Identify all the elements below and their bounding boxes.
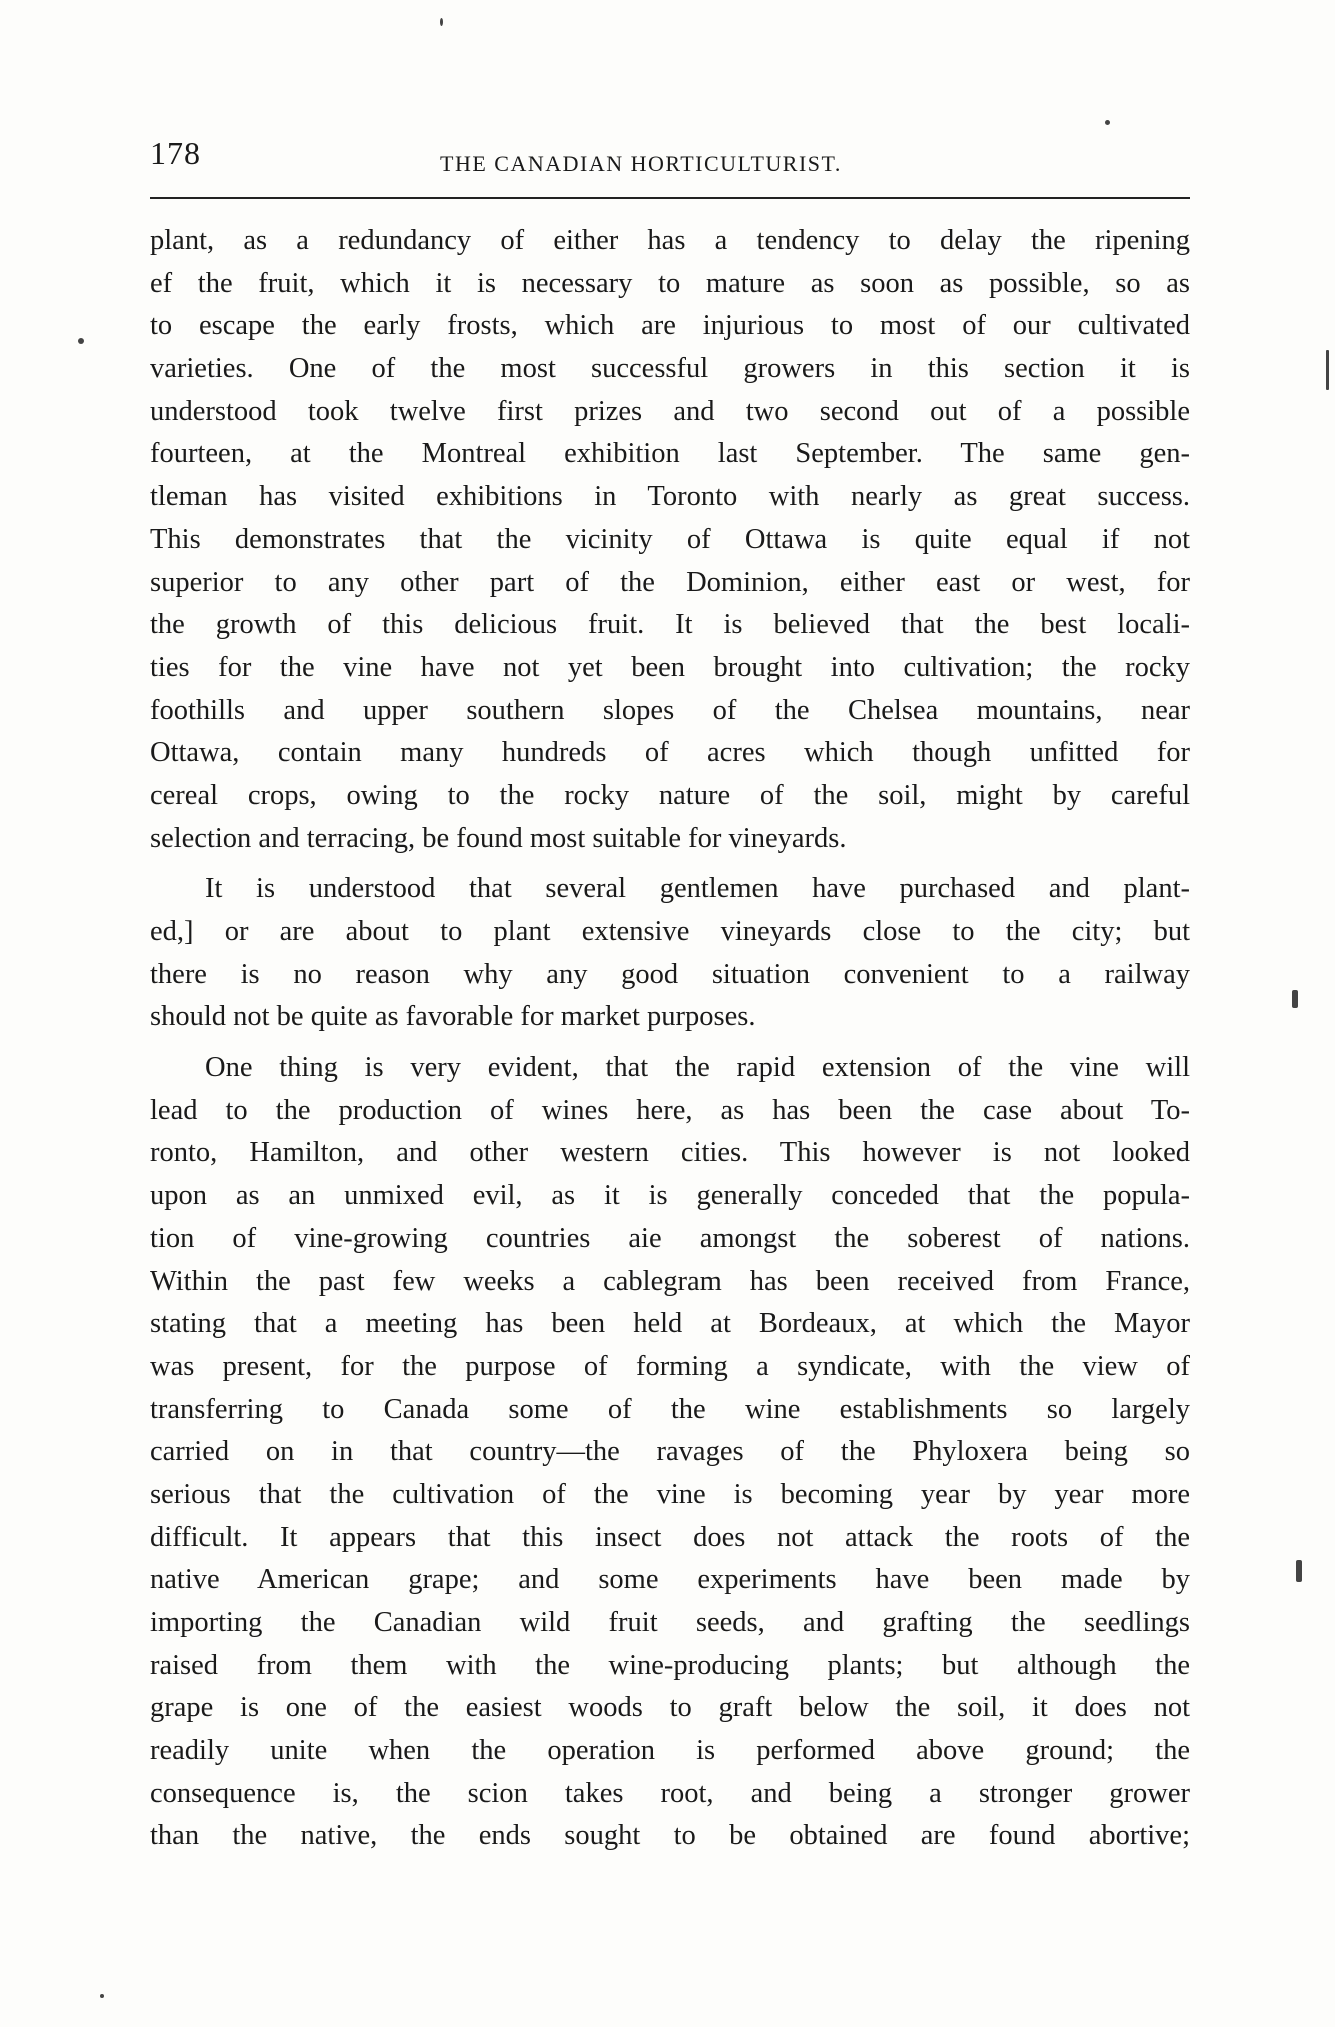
- paragraph: [150, 868, 1190, 1039]
- text-line: ronto, Hamilton, and other western cities. This however is not looked: [150, 1137, 1190, 1169]
- text-line: Ottawa, contain many hundreds of acres which though unfitted for: [150, 737, 1190, 769]
- text-line: upon as an unmixed evil, as it is generally conceded that the popula-: [150, 1180, 1190, 1212]
- text-line: ties for the vine have not yet been brought into cultivation; the rocky: [150, 651, 1190, 683]
- text-line: understood took twelve first prizes and two second out of a possible: [150, 395, 1190, 427]
- text-line: plant, as a redundancy of either has a tendency to delay the ripening: [150, 225, 1190, 256]
- text-line: serious that the cultivation of the vine is becoming year by year more: [150, 1478, 1190, 1510]
- text-line: stating that a meeting has been held at Bordeaux, at which the Mayor: [150, 1308, 1190, 1340]
- text-line: grape is one of the easiest woods to graft below the soil, it does not: [150, 1692, 1190, 1724]
- header-rule: [150, 197, 1190, 199]
- text-line: One thing is very evident, that the rapid extension of the vine will: [205, 1052, 1190, 1084]
- text-line: tion of vine-growing countries aie amongst the soberest of nations.: [150, 1222, 1190, 1254]
- text-line: was present, for the purpose of forming a syndicate, with the view of: [150, 1350, 1190, 1382]
- text-line: cereal crops, owing to the rocky nature of the soil, might by careful: [150, 779, 1190, 811]
- scan-speck: [1326, 350, 1329, 390]
- text-line: raised from them with the wine-producing plants; but although the: [150, 1649, 1190, 1681]
- text-line: than the native, the ends sought to be obtained are found abortive;: [150, 1820, 1190, 1852]
- text-line: transferring to Canada some of the wine establishments so largely: [150, 1393, 1190, 1425]
- text-line: native American grape; and some experiments have been made by: [150, 1564, 1190, 1596]
- text-line: ef the fruit, which it is necessary to mature as soon as possible, so as: [150, 267, 1190, 299]
- scan-speck: [440, 18, 443, 26]
- text-line: there is no reason why any good situation convenient to a railway: [150, 958, 1190, 990]
- body-text: [150, 220, 1190, 1866]
- text-line: difficult. It appears that this insect does not attack the roots of the: [150, 1521, 1190, 1553]
- text-line: superior to any other part of the Dominion, either east or west, for: [150, 566, 1190, 598]
- text-line: foothills and upper southern slopes of the Chelsea mountains, near: [150, 694, 1190, 726]
- text-line: importing the Canadian wild fruit seeds, and grafting the seedlings: [150, 1607, 1190, 1638]
- scan-speck: [1105, 120, 1110, 125]
- text-line: ed,] or are about to plant extensive vineyards close to the city; but: [150, 916, 1190, 947]
- scan-speck: [100, 1994, 104, 1998]
- scan-speck: [1292, 990, 1298, 1008]
- text-line: should not be quite as favorable for market purposes.: [150, 1001, 756, 1033]
- text-line: It is understood that several gentlemen have purchased and plant-: [205, 873, 1190, 905]
- page-number: 178: [150, 135, 201, 171]
- page-header: [150, 135, 1190, 175]
- text-line: carried on in that country—the ravages of the Phyloxera being so: [150, 1436, 1190, 1468]
- text-line: tleman has visited exhibitions in Toronto with nearly as great success.: [150, 481, 1190, 513]
- text-line: Within the past few weeks a cablegram has been received from France,: [150, 1265, 1190, 1297]
- text-line: the growth of this delicious fruit. It is believed that the best locali-: [150, 609, 1190, 641]
- paragraph: [150, 1047, 1190, 1858]
- text-line: varieties. One of the most successful growers in this section it is: [150, 353, 1190, 385]
- scan-speck: [78, 338, 84, 344]
- paragraph: [150, 220, 1190, 860]
- text-line: lead to the production of wines here, as has been the case about To-: [150, 1094, 1190, 1126]
- text-line: fourteen, at the Montreal exhibition last September. The same gen-: [150, 438, 1190, 470]
- text-line: consequence is, the scion takes root, and being a stronger grower: [150, 1777, 1190, 1809]
- text-line: selection and terracing, be found most suitable for vineyards.: [150, 822, 847, 854]
- text-line: readily unite when the operation is performed above ground; the: [150, 1735, 1190, 1767]
- text-line: This demonstrates that the vicinity of Ottawa is quite equal if not: [150, 523, 1190, 555]
- running-title: THE CANADIAN HORTICULTURIST.: [440, 151, 842, 176]
- text-line: to escape the early frosts, which are injurious to most of our cultivated: [150, 310, 1190, 342]
- scan-speck: [1296, 1560, 1302, 1582]
